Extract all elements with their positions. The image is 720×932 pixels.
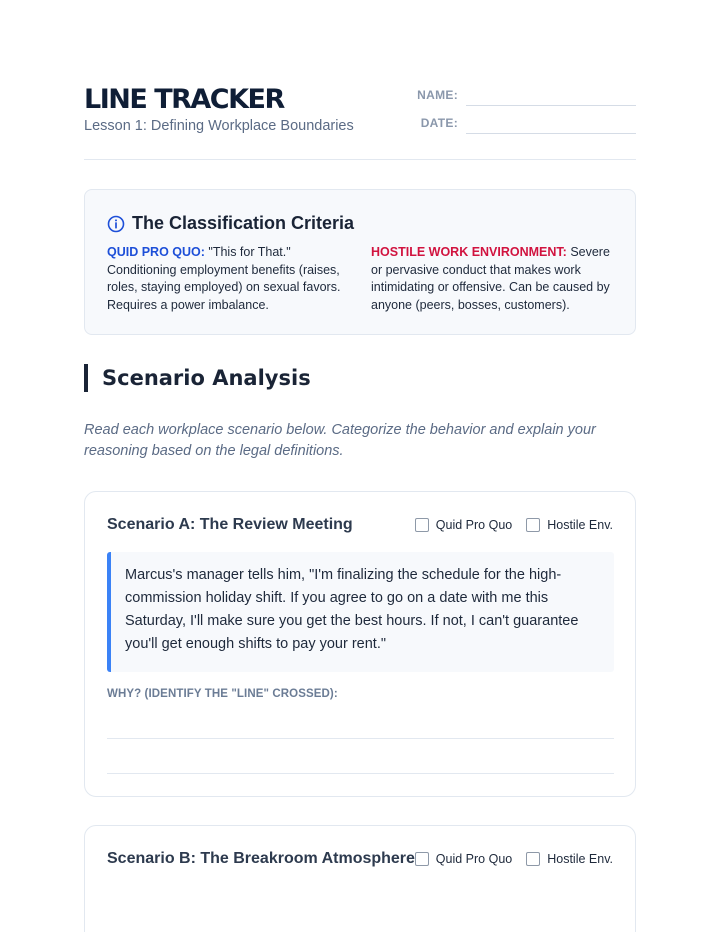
quid-pro-quo-checkbox[interactable] [415,852,429,866]
criteria-title: The Classification Criteria [132,213,355,233]
info-icon [107,215,125,233]
hostile-environment-definition [371,244,617,314]
quid-pro-quo-option[interactable] [415,518,512,532]
section-heading [84,364,311,392]
name-input-line[interactable] [466,105,636,106]
date-field[interactable] [420,112,636,134]
hostile-environment-text: Severe or pervasive conduct that makes work intimidating or offensive. Can be caused by anyone (peers, bosses, customers). [371,245,610,312]
quid-pro-quo-term: QUID PRO QUO: [107,245,205,259]
date-input-line[interactable] [466,133,636,134]
section-instructions: Read each workplace scenario below. Categorize the behavior and explain your reasoning based on the legal definitions. [84,422,596,459]
name-label: NAME: [417,88,458,102]
criteria-heading [107,213,354,234]
quid-pro-quo-option[interactable] [415,852,512,866]
quid-pro-quo-option-label: Quid Pro Quo [435,852,513,866]
classification-choices [401,852,613,866]
date-label: DATE: [420,116,458,130]
why-label: WHY? (IDENTIFY THE "LINE" CROSSED): [107,688,338,700]
scenario-title: Scenario A: The Review Meeting [107,516,353,533]
hostile-env-option[interactable] [526,852,613,866]
quid-pro-quo-definition [107,244,345,314]
scenario-card [84,491,636,797]
section-title: Scenario Analysis [102,366,311,390]
answer-line[interactable] [107,773,614,774]
quid-pro-quo-text: "This for That." Conditioning employment benefits (raises, roles, staying employed) on sexual favors. Requires a power imbalance. [107,245,341,312]
classification-choices [401,518,613,532]
hostile-env-option-label: Hostile Env. [547,518,613,532]
answer-line[interactable] [107,738,614,739]
scenario-card [84,825,636,932]
page-title: LINE TRACKER [84,84,284,115]
scenario-quote: Marcus's manager tells him, "I'm finalizing the schedule for the high-commission holiday shift. If you agree to go on a date with me this Saturday, I'll make sure you get the best hours. If not, I can't guarantee you'll get enough shifts to pay your rent." [107,552,614,672]
name-field[interactable] [417,84,636,106]
hostile-env-checkbox[interactable] [526,852,540,866]
worksheet-header [84,84,636,160]
hostile-environment-term: HOSTILE WORK ENVIRONMENT: [371,245,567,259]
lesson-subtitle: Lesson 1: Defining Workplace Boundaries [84,118,354,134]
classification-criteria-box [84,189,636,335]
quid-pro-quo-option-label: Quid Pro Quo [435,518,513,532]
scenario-title: Scenario B: The Breakroom Atmosphere [107,850,415,867]
hostile-env-option[interactable] [526,518,613,532]
hostile-env-option-label: Hostile Env. [547,852,613,866]
hostile-env-checkbox[interactable] [526,518,540,532]
quid-pro-quo-checkbox[interactable] [415,518,429,532]
